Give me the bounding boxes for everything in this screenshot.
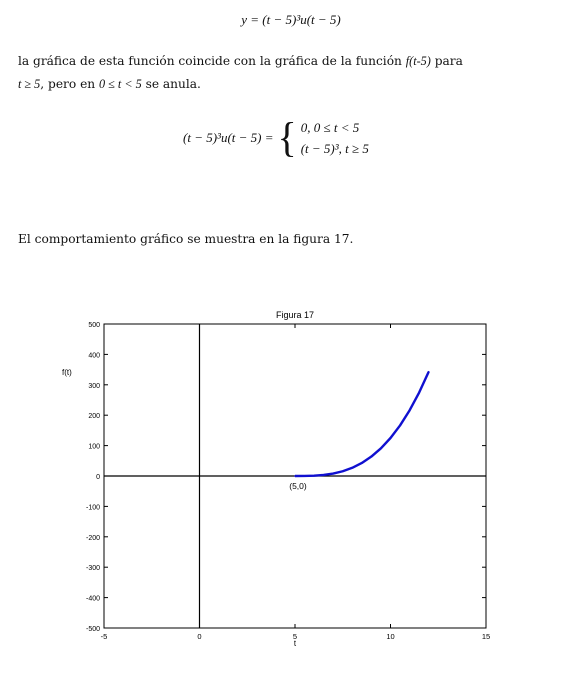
x-tick-label: 10	[386, 632, 395, 641]
y-tick-label: 300	[88, 382, 100, 390]
chart-svg	[0, 300, 582, 660]
y-tick-label: -300	[85, 565, 100, 573]
paragraph-1-condition-1: t ≥ 5	[18, 77, 41, 91]
y-tick-label: -400	[85, 595, 100, 603]
piecewise-case-2: (t − 5)³, t ≥ 5	[300, 140, 369, 156]
x-tick-label: -5	[100, 632, 108, 641]
data-point	[332, 473, 334, 475]
piecewise-case-1: 0, 0 ≤ t < 5	[300, 119, 360, 135]
point-annotation: (5,0)	[289, 481, 307, 491]
series-line	[295, 372, 429, 476]
data-point	[304, 475, 306, 477]
data-point	[428, 371, 430, 373]
paragraph-1	[18, 50, 566, 96]
data-point	[390, 437, 392, 439]
data-point	[399, 425, 401, 427]
y-tick-label: 0	[96, 474, 100, 481]
paragraph-1-text-c: , pero en	[40, 77, 100, 91]
paragraph-1-text-a: la gráfica de esta función coincide con la gráfica de la función	[18, 54, 406, 68]
data-point	[380, 447, 382, 449]
y-tick-label: -200	[85, 534, 100, 542]
chart-title: Figura 17	[275, 310, 315, 320]
y-tick-label: -100	[85, 504, 100, 512]
data-point	[323, 474, 325, 476]
piecewise-cases	[301, 120, 369, 157]
data-point	[342, 470, 344, 472]
y-tick-label: 400	[88, 352, 100, 360]
y-axis-label: f(t)	[62, 368, 72, 377]
x-tick-label: 0	[197, 632, 202, 641]
figure-17	[0, 300, 582, 660]
paragraph-1-condition-2: 0 ≤ t < 5	[99, 77, 142, 91]
paragraph-1-text-b: para	[430, 54, 463, 68]
data-point	[409, 410, 411, 412]
data-point	[418, 392, 420, 394]
x-axis-label: t	[293, 639, 297, 648]
y-tick-label: 200	[88, 413, 100, 421]
main-equation: y = (t − 5)³u(t − 5)	[241, 12, 341, 27]
y-tick-label: 100	[88, 443, 100, 451]
piecewise-lhs: (t − 5)³u(t − 5) =	[183, 130, 274, 145]
paragraph-2: El comportamiento gráfico se muestra en la figura 17.	[18, 232, 354, 246]
data-point	[352, 467, 354, 469]
x-tick-label: 15	[481, 632, 491, 641]
left-brace: {	[277, 113, 297, 162]
paragraph-1-function: f(t-5)	[405, 54, 431, 68]
y-tick-label: 500	[88, 322, 100, 329]
data-point	[361, 462, 363, 464]
paragraph-1-text-d: se anula.	[141, 77, 201, 91]
x-tick-label: 5	[292, 632, 298, 641]
data-point	[313, 475, 315, 477]
y-tick-label: -500	[85, 626, 100, 633]
piecewise-equation	[183, 113, 369, 162]
data-point	[371, 456, 373, 458]
data-point	[294, 475, 296, 477]
